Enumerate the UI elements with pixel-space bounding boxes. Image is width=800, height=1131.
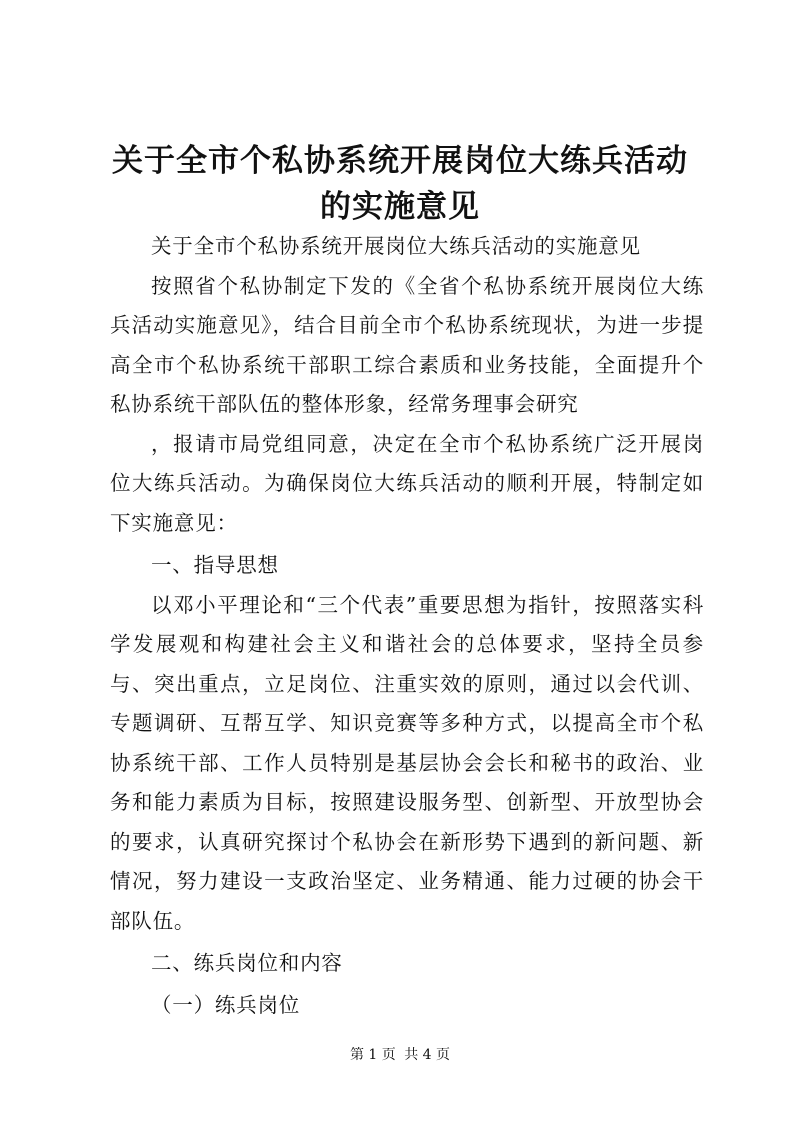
document-title: 关于全市个私协系统开展岗位大练兵活动的实施意见	[112, 143, 688, 225]
paragraph-intro-continued: ，报请市局党组同意，决定在全市个私协系统广泛开展岗位大练兵活动。为确保岗位大练兵活动的顺利开展，特制定如下实施意见：	[110, 431, 704, 535]
page-total: 共 4 页	[404, 1047, 451, 1063]
page-number: 第 1 页	[349, 1047, 396, 1063]
page-footer	[0, 1046, 800, 1064]
section-heading-training-posts: 二、练兵岗位和内容	[151, 951, 343, 975]
subsection-heading-training-posts: （一）练兵岗位	[151, 992, 301, 1017]
section-heading-guiding-thought: 一、指导思想	[151, 553, 279, 577]
document-body	[110, 227, 704, 1025]
paragraph-intro: 按照省个私协制定下发的《全省个私协系统开展岗位大练兵活动实施意见》，结合目前全市个私协系统现状，为进一步提高全市个私协系统干部职工综合素质和业务技能，全面提升个私协系统干部队伍的整体形象，经常务理事会研究	[110, 273, 704, 416]
paragraph-guiding-thought: 以邓小平理论和“三个代表”重要思想为指针，按照落实科学发展观和构建社会主义和谐社会的总体要求，坚持全员参与、突出重点，立足岗位、注重实效的原则，通过以会代训、专题调研、互帮互学、知识竞赛等多种方式，以提高全市个私协系统干部、工作人员特别是基层协会会长和秘书的政治、业务和能力素质为目标，按照建设服务型、创新型、开放型协会的要求，认真研究探讨个私协会在新形势下遇到的新问题、新情况，努力建设一支政治坚定、业务精通、能力过硬的协会干部队伍。	[110, 592, 704, 933]
paragraph-repeated-title: 关于全市个私协系统开展岗位大练兵活动的实施意见	[151, 234, 641, 258]
